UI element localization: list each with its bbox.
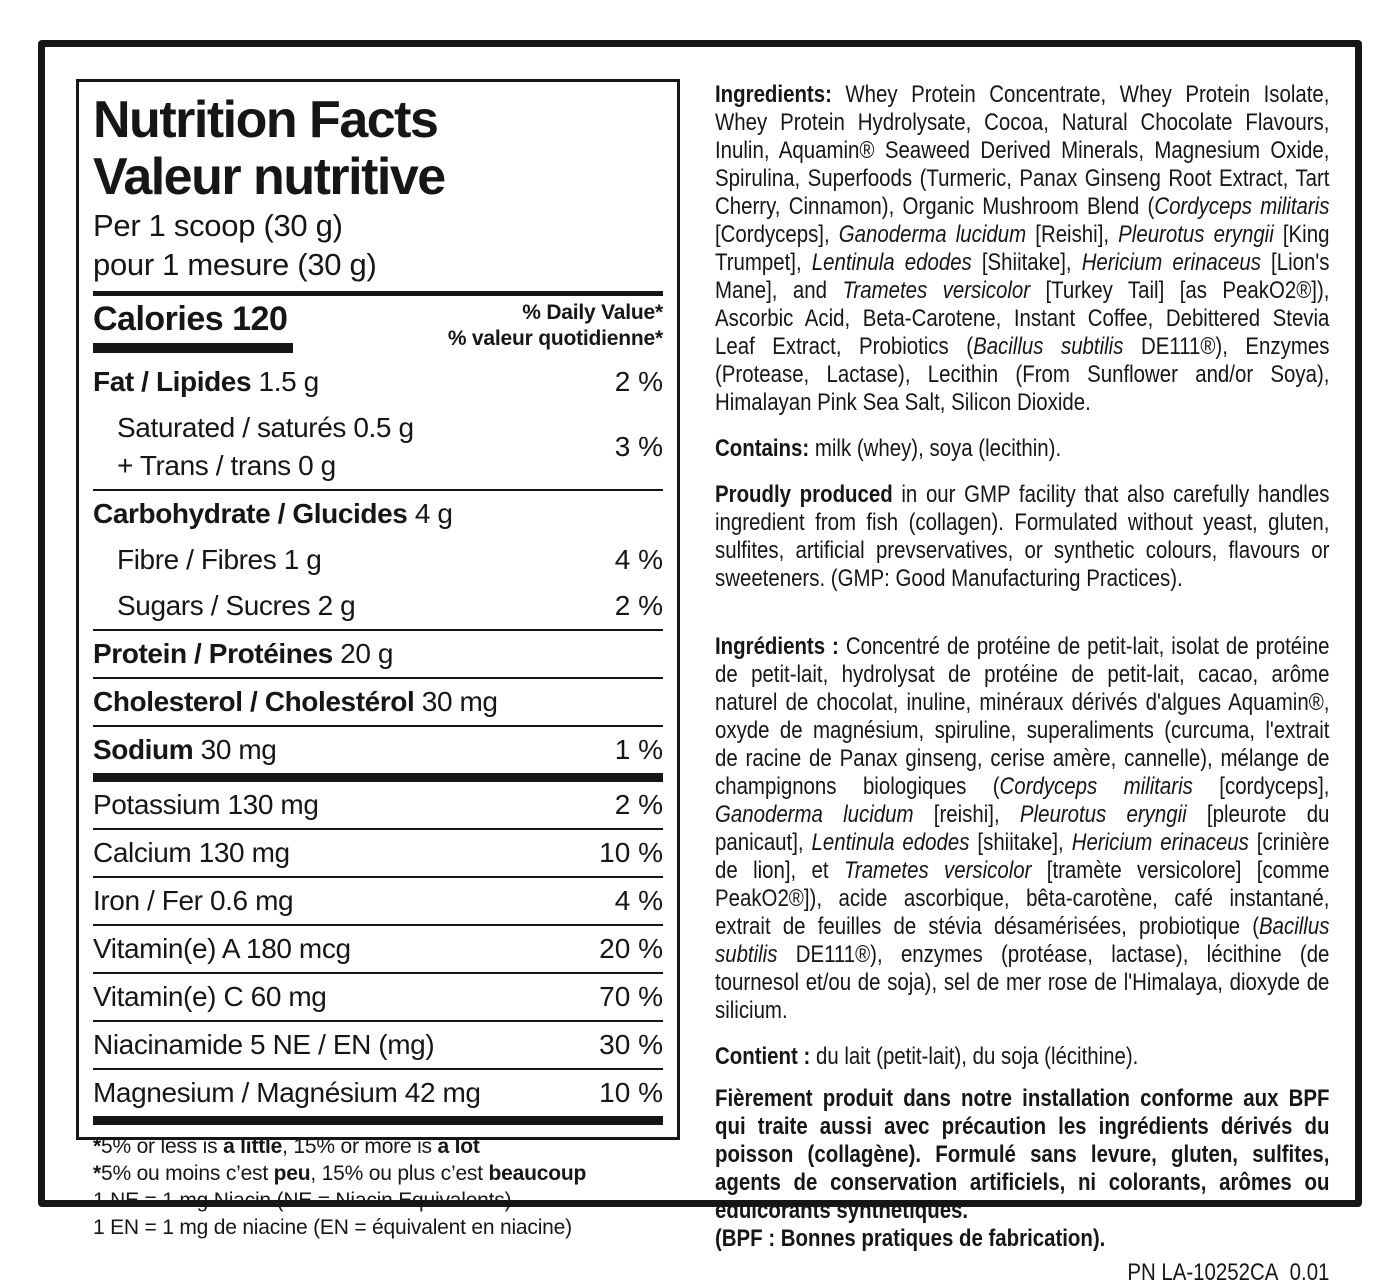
nutrient-daily-value: 3 %	[614, 431, 663, 462]
calories-number: 120	[232, 300, 288, 338]
nutrient-daily-value: 2 %	[614, 366, 663, 397]
nutrient-row	[93, 405, 663, 489]
ingredients-en: Ingredients: Whey Protein Concentrate, Whey Protein Isolate, Whey Protein Hydrolysate, Cocoa, Natural Chocolate Flavours, Inulin, Aquamin® Seaweed Derived Minerals, Magnesium Oxide, Spirulina, Superfoods (Turmeric, Panax Ginseng Root Extract, Tart Cherry, Cinnamon), Organic Mushroom Blend (Cordyceps militaris [Cordyceps], Ganoderma lucidum [Reishi], Pleurotus eryngii [King Trumpet], Lentinula edodes [Shiitake], Hericium erinaceus [Lion's Mane], and Trametes versicolor [Turkey Tail] [as PeakO2®]), Ascorbic Acid, Beta-Carotene, Instant Coffee, Debittered Stevia Leaf Extract, Probiotics (Bacillus subtilis DE111®), Enzymes (Protease, Lactase), Lecithin (From Sunflower and/or Soya), Himalayan Pink Sea Salt, Silicon Dioxide.	[715, 81, 1330, 416]
nutrient-daily-value: 70 %	[599, 981, 663, 1012]
nutrient-row	[93, 631, 663, 677]
nutrient-daily-value: 2 %	[614, 590, 663, 621]
calories-underline-bar	[93, 343, 293, 353]
contains-fr: Contient : du lait (petit-lait), du soja (lécithine).	[715, 1043, 1139, 1070]
nutrient-daily-value: 10 %	[599, 837, 663, 868]
nutrient-daily-value: 2 %	[614, 789, 663, 820]
nutrient-label: Niacinamide 5 NE / EN (mg)	[93, 1029, 435, 1060]
nutrient-row	[93, 878, 663, 924]
nutrient-label: Vitamin(e) C 60 mg	[93, 981, 327, 1012]
part-number: PN LA-10252CA 0.01	[1127, 1259, 1330, 1286]
nutrient-row	[93, 926, 663, 972]
label-frame	[38, 40, 1362, 1286]
nutrition-facts-title-fr: Valeur nutritive	[93, 148, 445, 206]
nutrient-label: Fibre / Fibres 1 g	[117, 544, 322, 575]
nutrient-label: Saturated / saturés 0.5 g + Trans / trans 0 g	[117, 412, 414, 481]
thick-divider	[93, 773, 663, 782]
nutrient-label: Calcium 130 mg	[93, 837, 290, 868]
nutrient-daily-value: 30 %	[599, 1029, 663, 1060]
ingredients-fr: Ingrédients : Concentré de protéine de petit-lait, isolat de protéine de petit-lait, hydrolysat de protéine de petit-lait, cacao, arôme naturel de chocolat, inuline, minéraux dérivés d'algues Aquamin®, oxyde de magnésium, spiruline, superaliments (curcuma, l'extrait de racine de Panax ginseng, cerise amère, cannelle), mélange de champignons biologiques (Cordyceps militaris [cordyceps], Ganoderma lucidum [reishi], Pleurotus eryngii [pleurote du panicaut], Lentinula edodes [shiitake], Hericium erinaceus [crinière de lion], et Trametes versicolor [tramète versicolore] [comme PeakO2®]), acide ascorbique, bêta-carotène, café instantané, extrait de feuilles de stévia désamérisées, probiotique (Bacillus subtilis DE111®), enzymes (protéase, lactase), lécithine (de tournesol et/ou de soja), sel de mer rose de l'Himalaya, dioxyde de silicium.	[715, 633, 1330, 1024]
nutrient-label: Vitamin(e) A 180 mcg	[93, 933, 351, 964]
nutrient-row	[93, 359, 663, 405]
gmp-fr: Fièrement produit dans notre installation conforme aux BPF qui traite aussi avec précaution les ingrédients dérivés du poisson (collagène). Formulé sans levure, gluten, sulfites, agents de conservation artificiels, ni colorants, arômes ou édulcorants synthétiques.	[715, 1085, 1330, 1224]
nutrient-label: Sodium 30 mg	[93, 734, 277, 765]
nutrient-daily-value: 4 %	[614, 544, 663, 575]
daily-value-header-fr: % valeur quotidienne*	[447, 327, 663, 350]
nutrient-daily-value: 4 %	[614, 885, 663, 916]
nutrition-facts-panel	[76, 79, 680, 1239]
nutrient-row	[93, 1022, 663, 1068]
daily-value-header-en: % Daily Value*	[522, 301, 663, 324]
thick-divider	[93, 1116, 663, 1125]
nutrient-label: Carbohydrate / Glucides 4 g	[93, 498, 453, 529]
nutrient-label: Fat / Lipides 1.5 g	[93, 366, 319, 397]
heavy-rule	[93, 291, 663, 296]
nutrition-facts-title-en: Nutrition Facts	[93, 91, 438, 149]
nutrient-row	[93, 974, 663, 1020]
nutrient-label: Magnesium / Magnésium 42 mg	[93, 1077, 481, 1108]
footnote-line: *5% ou moins c’est peu, 15% ou plus c’est beaucoup	[93, 1162, 587, 1185]
nutrient-row	[93, 583, 663, 629]
calories-value	[93, 300, 293, 353]
nutrient-label: Sugars / Sucres 2 g	[117, 590, 356, 621]
ingredient-paragraphs	[715, 81, 1329, 1253]
nutrient-row	[93, 830, 663, 876]
calories-row	[93, 300, 663, 353]
nutrient-row	[93, 782, 663, 828]
nutrient-label: Protein / Protéines 20 g	[93, 638, 394, 669]
serving-size-en: Per 1 scoop (30 g)	[93, 208, 343, 243]
nutrient-row	[93, 537, 663, 583]
nutrient-daily-value: 1 %	[614, 734, 663, 765]
calories-label: Calories	[93, 300, 224, 338]
nutrient-row	[93, 727, 663, 773]
nutrient-daily-value: 10 %	[599, 1077, 663, 1108]
daily-value-header	[448, 300, 663, 352]
contains-en: Contains: milk (whey), soya (lecithin).	[715, 435, 1062, 462]
footnote-line: 1 NE = 1 mg Niacin (NE = Niacin Equivalents)	[93, 1189, 512, 1212]
gmp-fr-bpf: (BPF : Bonnes pratiques de fabrication).	[715, 1225, 1106, 1252]
serving-size-fr: pour 1 mesure (30 g)	[93, 247, 377, 282]
footnote-line: *5% or less is a little, 15% or more is a lot	[93, 1135, 480, 1158]
nutrient-label: Iron / Fer 0.6 mg	[93, 885, 294, 916]
footnote-line: 1 EN = 1 mg de niacine (EN = équivalent en niacine)	[93, 1216, 572, 1239]
nutrient-row	[93, 491, 663, 537]
nutrient-row	[93, 679, 663, 725]
nutrient-label: Cholesterol / Cholestérol 30 mg	[93, 686, 498, 717]
nutrient-daily-value: 20 %	[599, 933, 663, 964]
nutrient-label: Potassium 130 mg	[93, 789, 319, 820]
ingredients-column	[715, 81, 1329, 1287]
gmp-en: Proudly produced in our GMP facility that also carefully handles ingredient from fish (collagen). Formulated without yeast, gluten, sulfites, artificial prevservatives, or synthetic colours, flavours or sweeteners. (GMP: Good Manufacturing Practices).	[715, 481, 1330, 592]
nutrient-rows	[93, 359, 663, 1125]
nutrient-row	[93, 1070, 663, 1116]
footnotes	[93, 1125, 663, 1241]
